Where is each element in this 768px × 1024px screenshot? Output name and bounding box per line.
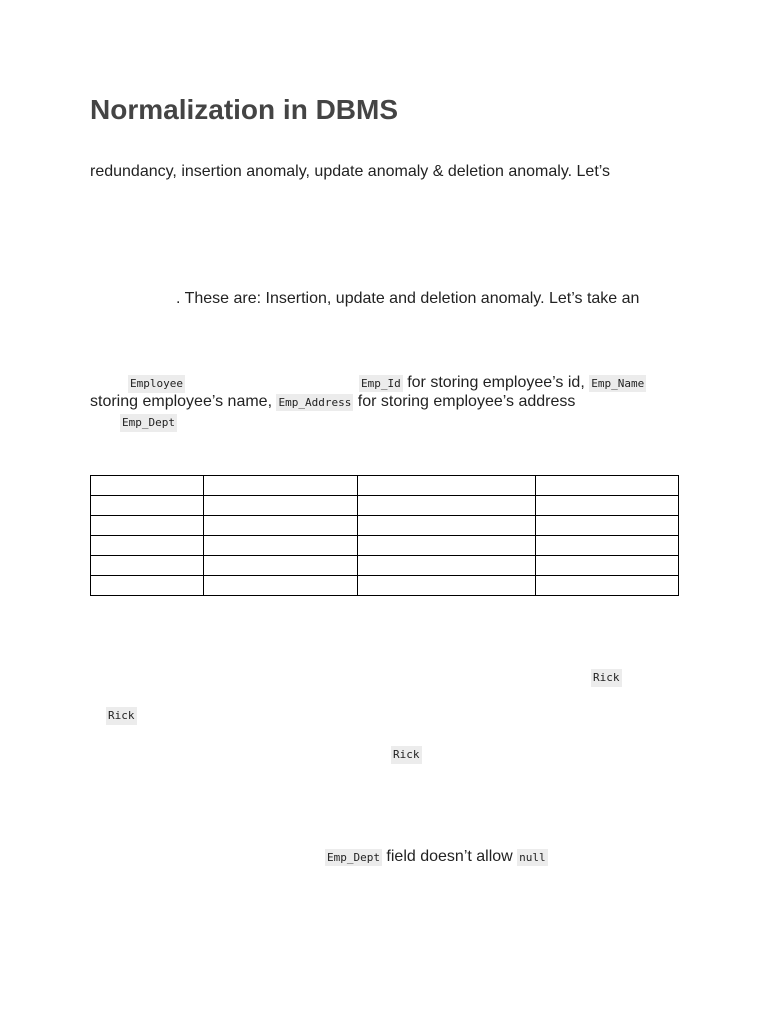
emp-address-text: for storing employee’s address xyxy=(353,393,576,410)
table-cell xyxy=(91,496,204,516)
table-row xyxy=(91,496,679,516)
emp-address-code: Emp_Address xyxy=(278,396,352,409)
table-cell xyxy=(91,556,204,576)
anomaly-paragraph: . These are: Insertion, update and deletion anomaly. Let’s take an xyxy=(176,290,640,307)
table-row xyxy=(91,576,679,596)
rick-code-2: Rick xyxy=(106,707,137,725)
intro-paragraph: redundancy, insertion anomaly, update anomaly & deletion anomaly. Let’s xyxy=(90,163,611,180)
null-code: null xyxy=(519,851,546,864)
table-cell xyxy=(358,576,536,596)
employee-table xyxy=(90,475,679,596)
table-cell xyxy=(358,516,536,536)
page-title: Normalization in DBMS xyxy=(90,94,399,125)
table-row xyxy=(91,516,679,536)
field-text: field doesn’t allow xyxy=(381,848,518,865)
table-cell xyxy=(91,536,204,556)
line2-start-text: storing employee’s name, xyxy=(90,393,277,410)
employee-table-body xyxy=(91,476,679,596)
rick-code-1: Rick xyxy=(591,669,622,687)
rick-code-3: Rick xyxy=(391,746,422,764)
table-row xyxy=(91,556,679,576)
table-row xyxy=(91,476,679,496)
table-cell xyxy=(91,476,204,496)
table-row xyxy=(91,536,679,556)
table-cell xyxy=(91,576,204,596)
table-cell xyxy=(358,556,536,576)
example-line-1 xyxy=(359,373,646,392)
table-cell xyxy=(204,476,358,496)
table-cell xyxy=(91,516,204,536)
table-cell xyxy=(536,516,679,536)
table-cell xyxy=(536,496,679,516)
table-cell xyxy=(358,536,536,556)
table-cell xyxy=(358,496,536,516)
table-cell xyxy=(536,476,679,496)
emp-dept-code-2: Emp_Dept xyxy=(327,851,380,864)
table-cell xyxy=(204,536,358,556)
table-cell xyxy=(358,476,536,496)
table-cell xyxy=(536,536,679,556)
emp-id-code: Emp_Id xyxy=(361,377,401,390)
table-cell xyxy=(536,556,679,576)
table-cell xyxy=(204,576,358,596)
table-cell xyxy=(204,496,358,516)
emp-dept-code: Emp_Dept xyxy=(120,414,177,432)
emp-id-text: for storing employee’s id, xyxy=(402,374,590,391)
table-cell xyxy=(204,516,358,536)
employee-table-code: Employee xyxy=(128,375,185,393)
deletion-line xyxy=(325,847,548,866)
example-line-2 xyxy=(90,392,575,411)
table-cell xyxy=(204,556,358,576)
emp-name-code: Emp_Name xyxy=(591,377,645,390)
table-cell xyxy=(536,576,679,596)
